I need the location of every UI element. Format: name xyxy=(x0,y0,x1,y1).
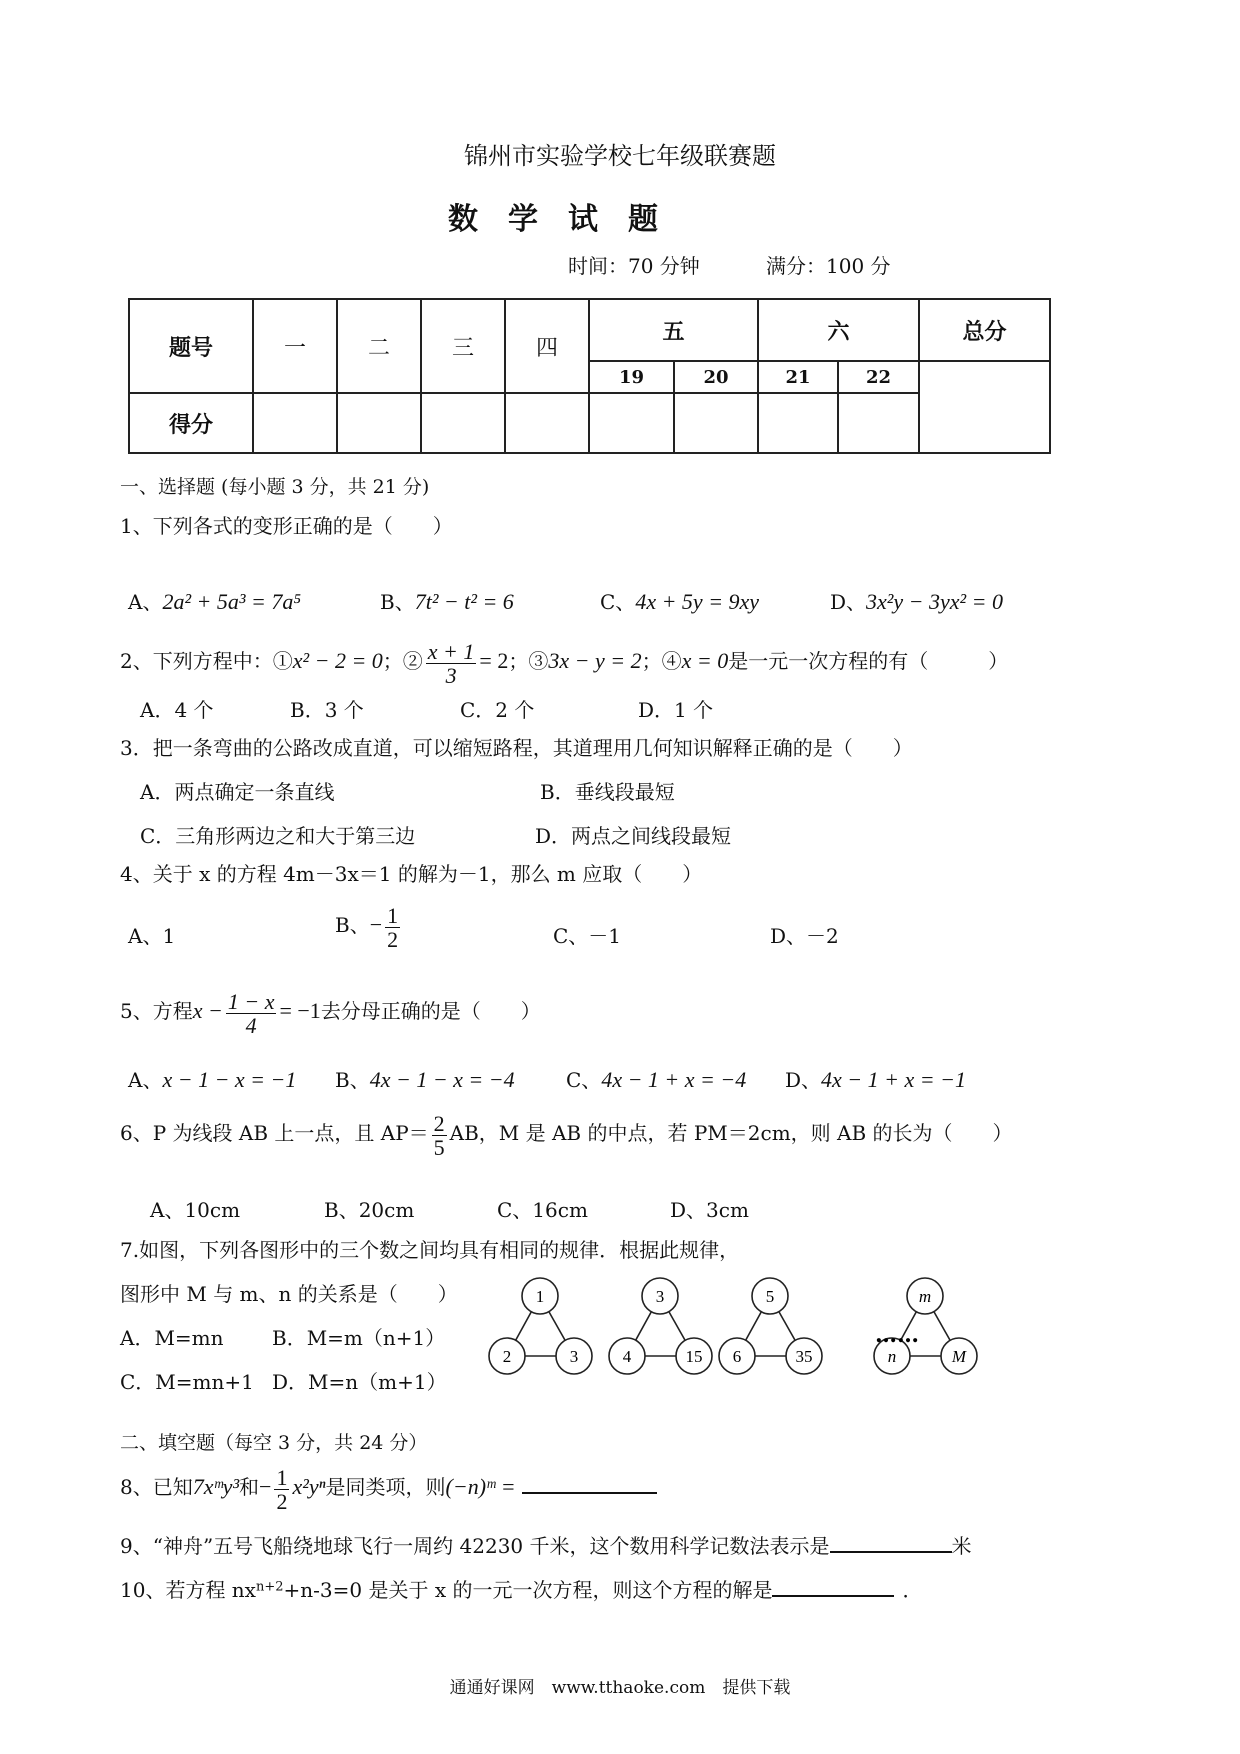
q8-answer-blank[interactable] xyxy=(522,1472,657,1494)
q4-option-a: A、1 xyxy=(128,924,176,948)
q5-fraction: $\frac{1 - x}{4}$ xyxy=(227,989,275,1039)
q8-fraction: $\frac{1}{2}$ xyxy=(276,1465,288,1515)
full-score: 满分：100 分 xyxy=(766,254,891,278)
q6-option-a: A、10cm xyxy=(150,1198,241,1222)
section-2-header: 二 xyxy=(337,299,421,393)
q1-option-d: D、3x²y − 3yx² = 0 xyxy=(830,589,1003,614)
score-cell[interactable] xyxy=(674,393,758,453)
q6-option-c: C、16cm xyxy=(497,1198,588,1222)
connector-line xyxy=(669,1312,685,1341)
q1-option-b: B、7t² − t² = 6 xyxy=(380,589,514,614)
q7-option-c: C．M=mn+1 xyxy=(120,1370,254,1394)
q7-option-a: A．M=mn xyxy=(120,1326,224,1350)
q4-option-c: C、－1 xyxy=(553,924,622,948)
score-cell[interactable] xyxy=(758,393,838,453)
q9-stem: 9、“神舟”五号飞船绕地球飞行一周约 42230 千米，这个数用科学记数法表示是 米 xyxy=(120,1530,972,1559)
section-4-header: 四 xyxy=(505,299,589,393)
section-3-header: 三 xyxy=(421,299,505,393)
school-title: 锦州市实验学校七年级联赛题 xyxy=(464,142,776,170)
sub-question-21: 21 xyxy=(758,361,838,393)
score-cell[interactable] xyxy=(589,393,674,453)
ellipsis-dots: …… xyxy=(875,1322,919,1348)
circle-value-right: 3 xyxy=(569,1347,579,1366)
score-cell[interactable] xyxy=(253,393,337,453)
q6-fraction: $\frac{2}{5}$ xyxy=(433,1111,445,1161)
circle-value-left: 2 xyxy=(502,1347,512,1366)
q2-option-c: C．2 个 xyxy=(460,698,535,722)
q2-fraction: $\frac{x + 1}{3}$ xyxy=(427,639,475,689)
footer-source: 通通好课网 www.tthaoke.com 提供下载 xyxy=(449,1678,791,1698)
connector-line xyxy=(549,1312,565,1341)
q3-option-b: B．垂线段最短 xyxy=(540,780,675,804)
q10-stem: 10、若方程 $nx^{n+2}+n-3=0$ 是关于 x 的一元一次方程，则这个方程的解是 ． xyxy=(120,1574,922,1603)
q4-option-d: D、－2 xyxy=(770,924,839,948)
connector-line xyxy=(779,1312,795,1341)
q1-option-a: A、2a² + 5a³ = 7a⁵ xyxy=(128,589,301,614)
circle-value-right: 15 xyxy=(685,1347,703,1366)
connector-line xyxy=(516,1312,532,1340)
triangle-figure xyxy=(719,1278,822,1374)
q7-option-d: D．M=n（m+1） xyxy=(272,1370,447,1394)
connector-line xyxy=(636,1312,652,1340)
section-6-header: 六 xyxy=(758,299,919,361)
q3-stem: 3．把一条弯曲的公路改成直道，可以缩短路程，其道理用几何知识解释正确的是（ ） xyxy=(120,736,913,760)
sub-question-22: 22 xyxy=(838,361,919,393)
q9-answer-blank[interactable] xyxy=(830,1531,952,1553)
connector-line xyxy=(746,1312,762,1340)
q7-stem-line1: 7.如图，下列各图形中的三个数之间均具有相同的规律．根据此规律， xyxy=(120,1238,740,1262)
q7-figure xyxy=(480,1270,1040,1400)
q10-answer-blank[interactable] xyxy=(772,1575,894,1597)
circle-value-top: m xyxy=(918,1287,932,1306)
q3-option-a: A．两点确定一条直线 xyxy=(140,780,335,804)
q5-option-c: C、4x − 1 + x = −4 xyxy=(566,1067,747,1092)
subject-title: 数学试题 xyxy=(448,202,688,237)
total-score-cell[interactable] xyxy=(919,361,1050,453)
q1-option-c: C、4x + 5y = 9xy xyxy=(600,589,760,614)
circle-value-left: 6 xyxy=(732,1347,742,1366)
q5-option-a: A、x − 1 − x = −1 xyxy=(128,1067,297,1092)
q6-option-d: D、3cm xyxy=(670,1198,749,1222)
circle-value-top: 5 xyxy=(765,1287,775,1306)
q4-stem: 4、关于 x 的方程 4m－3x＝1 的解为－1，那么 m 应取（ ） xyxy=(120,862,703,886)
q6-option-b: B、20cm xyxy=(324,1198,415,1222)
section-1-header: 一 xyxy=(253,299,337,393)
exam-time: 时间：70 分钟 xyxy=(568,254,700,278)
circle-value-left: n xyxy=(887,1347,897,1366)
q4-option-b: B、− $\frac{1}{2}$ xyxy=(335,903,399,953)
triangle-figure xyxy=(609,1278,712,1374)
total-header: 总分 xyxy=(919,299,1050,361)
q5-stem: 5、方程x − $\frac{1 - x}{4}$ = −1去分母正确的是（ ） xyxy=(120,989,541,1039)
q2-option-b: B．3 个 xyxy=(290,698,364,722)
sub-question-20: 20 xyxy=(674,361,758,393)
section-1-title: 一、选择题 (每小题 3 分，共 21 分) xyxy=(120,476,430,498)
q3-option-c: C．三角形两边之和大于第三边 xyxy=(140,824,416,848)
score-cell[interactable] xyxy=(337,393,421,453)
section-2-title: 二、填空题（每空 3 分，共 24 分） xyxy=(120,1432,428,1454)
triangle-figure xyxy=(489,1278,592,1374)
q5-option-d: D、4x − 1 + x = −1 xyxy=(785,1067,966,1092)
q6-stem: 6、P 为线段 AB 上一点，且 AP＝ $\frac{2}{5}$ AB，M 是 AB 的中点，若 PM＝2cm，则 AB 的长为（ ） xyxy=(120,1111,1013,1161)
sub-question-19: 19 xyxy=(589,361,674,393)
row-label-score: 得分 xyxy=(129,393,253,453)
q7-stem-line2: 图形中 M 与 m、n 的关系是（ ） xyxy=(120,1282,458,1306)
section-5-header: 五 xyxy=(589,299,758,361)
q7-option-b: B．M=m（n+1） xyxy=(272,1326,446,1350)
circle-value-top: 1 xyxy=(535,1287,545,1306)
circle-value-left: 4 xyxy=(622,1347,632,1366)
row-label-question-number: 题号 xyxy=(129,299,253,393)
q5-option-b: B、4x − 1 − x = −4 xyxy=(335,1067,515,1092)
q2-stem: 2、下列方程中：①x² − 2 = 0；② $\frac{x + 1}{3}$ = 2；③3x − y = 2；④x = 0是一元一次方程的有（ ） xyxy=(120,639,1009,689)
score-cell[interactable] xyxy=(421,393,505,453)
q3-option-d: D．两点之间线段最短 xyxy=(535,824,732,848)
q2-option-d: D．1 个 xyxy=(638,698,714,722)
q4-fraction: $\frac{1}{2}$ xyxy=(387,903,399,953)
score-cell[interactable] xyxy=(838,393,919,453)
connector-line xyxy=(934,1312,950,1341)
q8-stem: 8、已知7xᵐy³和− $\frac{1}{2}$ x²yⁿ是同类项，则(−n)ᵐ = xyxy=(120,1466,657,1513)
score-cell[interactable] xyxy=(505,393,589,453)
circle-value-top: 3 xyxy=(655,1287,665,1306)
q2-option-a: A．4 个 xyxy=(140,698,214,722)
q1-stem: 1、下列各式的变形正确的是（ ） xyxy=(120,514,453,538)
circle-value-right: M xyxy=(951,1347,967,1366)
circle-value-right: 35 xyxy=(795,1347,813,1366)
score-table xyxy=(128,298,1051,454)
